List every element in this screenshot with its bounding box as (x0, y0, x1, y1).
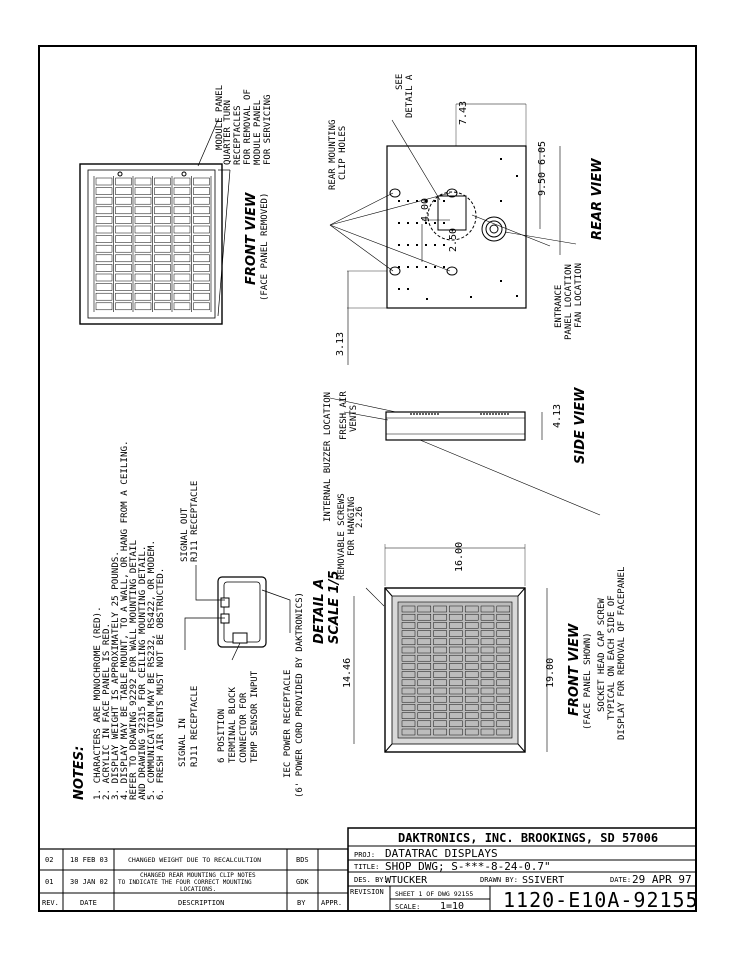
leader-signal-out (196, 565, 225, 600)
module-cell (135, 245, 151, 252)
terminal-label: TERMINAL BLOCK (228, 687, 238, 763)
module-cell (96, 284, 112, 291)
rear-dot (500, 158, 502, 160)
front-top-subtitle: (FACE PANEL REMOVED) (260, 192, 270, 301)
quarter-turn-label: FOR REMOVAL OF (243, 89, 253, 165)
module-cell (135, 188, 151, 195)
entrance-panel (438, 196, 466, 230)
rev-header: REV. (42, 899, 59, 907)
module-cell (194, 207, 210, 214)
module-cell (116, 197, 132, 204)
side-body (386, 412, 525, 440)
module-cell (155, 197, 171, 204)
rj11-out-jack (221, 598, 229, 607)
rear-dot (398, 200, 400, 202)
rj11-in-jack (221, 614, 229, 623)
front-bottom-title: FRONT VIEW (567, 623, 582, 716)
front-view-top (80, 85, 273, 324)
rev-desc: LOCATIONS. (180, 886, 217, 893)
module-cell (116, 226, 132, 233)
module-cell (174, 264, 190, 271)
module-cell (194, 236, 210, 243)
terminal-block (233, 633, 247, 643)
terminal-label: 6 POSITION (217, 708, 227, 763)
rev-date: 18 FEB 03 (70, 856, 108, 864)
module-cell (194, 264, 210, 271)
rear-dot (398, 244, 400, 246)
bevel-line (385, 744, 392, 752)
module-cell (194, 178, 210, 185)
module-cell (116, 236, 132, 243)
rear-dot (407, 200, 409, 202)
module-cell (135, 207, 151, 214)
module-cell (194, 293, 210, 300)
rear-dot (470, 296, 472, 298)
module-cell (116, 216, 132, 223)
module-cell (116, 178, 132, 185)
module-cell (135, 178, 151, 185)
rev-header: DATE (80, 899, 97, 907)
module-cell (116, 255, 132, 262)
module-cell (194, 255, 210, 262)
scale-label: SCALE: (395, 903, 421, 911)
rear-dot (398, 288, 400, 290)
rear-dot (398, 266, 400, 268)
module-cell (174, 274, 190, 281)
module-cell (155, 216, 171, 223)
module-cell (194, 245, 210, 252)
dim-226: 2.26 (355, 506, 365, 528)
module-cell (135, 264, 151, 271)
rear-clip-label: CLIP HOLES (338, 125, 348, 180)
module-cell (155, 188, 171, 195)
module-grid (94, 172, 211, 312)
note-line: 3. DISPLAY WEIGHT IS APPROXIMATELY 25 POUNDS. (110, 551, 121, 800)
signal-out-label: SIGNAL OUT (180, 507, 190, 562)
fresh-air-label: FRESH AIR (339, 391, 349, 440)
rear-dot (516, 295, 518, 297)
rear-clip-label: REAR MOUNTING (328, 119, 338, 190)
module-cell (174, 293, 190, 300)
module-cell (174, 226, 190, 233)
module-cell (194, 303, 210, 310)
rear-dot (398, 222, 400, 224)
quarter-turn-label: QUARTER TURN (223, 99, 233, 165)
rear-dot (416, 222, 418, 224)
rear-dot (434, 266, 436, 268)
quarter-turn-label: FOR SERVICING (263, 94, 273, 165)
bevel-line (518, 744, 525, 752)
front-top-inner (88, 170, 215, 318)
rev-desc: CHANGED WEIGHT DUE TO RECALCULTION (128, 856, 262, 864)
module-cell (96, 255, 112, 262)
rear-dot (416, 266, 418, 268)
module-cell (135, 255, 151, 262)
note-line: 4. DISPLAY MAY BE TABLE MOUNT, TO A WALL, OR HANG FROM A CEILING. (119, 440, 130, 800)
drawn-by: SSIVERT (522, 875, 565, 886)
rear-dot (416, 244, 418, 246)
module-cell (155, 293, 171, 300)
bevel-line (518, 588, 525, 596)
note-line: 1. CHARACTERS ARE MONOCHROME (RED). (92, 606, 103, 800)
rear-dot (425, 244, 427, 246)
leader-terminal (232, 643, 240, 660)
rev-header: APPR. (321, 899, 343, 907)
leader-clip (330, 225, 393, 271)
leader-see-detail (392, 120, 440, 200)
module-cell (194, 216, 210, 223)
quarter-turn-label: MODULE PANEL (253, 99, 263, 165)
module-cell (116, 293, 132, 300)
module-cell (155, 274, 171, 281)
module-cell (96, 188, 112, 195)
note-line: 5. COMMUNICATION MAY BE RS232, RS422, OR MODEM. (146, 540, 157, 800)
dim-743: 7.43 (458, 100, 469, 125)
rear-dot (425, 266, 427, 268)
module-cell (174, 207, 190, 214)
socket-label: DISPLAY FOR REMOVAL OF FACEPANEL (617, 566, 627, 740)
clip-hole (447, 267, 457, 275)
front-view-bottom (337, 493, 627, 752)
signal-in-label: SIGNAL IN (178, 718, 188, 767)
module-cell (194, 226, 210, 233)
module-cell (174, 284, 190, 291)
rev-desc: TO INDICATE THE FOUR CORRECT MOUNTING (118, 879, 252, 886)
module-cell (194, 284, 210, 291)
drawing-title: SHOP DWG; S-***-8-24-0.7" (385, 860, 551, 873)
module-cell (174, 236, 190, 243)
module-cell (135, 216, 151, 223)
module-cell (96, 274, 112, 281)
module-cell (135, 284, 151, 291)
module-cell (135, 236, 151, 243)
quarter-turn-receptacle (182, 172, 186, 176)
see-detail-label: SEE (395, 73, 405, 90)
module-panel-label: MODULE PANEL (215, 84, 225, 150)
removable-label: FOR HANGING (347, 496, 357, 556)
side-view (323, 387, 600, 522)
module-cell (96, 293, 112, 300)
title-block (348, 828, 699, 912)
leader-quarter-turn (218, 170, 230, 316)
module-cell (174, 197, 190, 204)
module-cell (135, 303, 151, 310)
rear-view (328, 74, 605, 365)
module-cell (96, 245, 112, 252)
rev-no: 01 (45, 878, 54, 886)
drawing-date: 29 APR 97 (632, 873, 692, 886)
sheet-label: SHEET 1 OF DWG 92155 (395, 890, 474, 898)
socket-label: SOCKET HEAD CAP SCREW (597, 598, 607, 712)
module-cell (96, 236, 112, 243)
module-cell (116, 207, 132, 214)
rev-date: 30 JAN 02 (70, 878, 108, 886)
quarter-turn-label: RECEPTACLES (233, 105, 243, 165)
dim-1900: 19.00 (545, 657, 556, 688)
rear-dot (407, 244, 409, 246)
fresh-air-label: VENTS (349, 404, 359, 432)
fan-inner (486, 221, 502, 237)
rev-desc: CHANGED REAR MOUNTING CLIP NOTES (140, 872, 256, 879)
clip-hole (390, 267, 400, 275)
rear-dot (443, 222, 445, 224)
rear-panel (387, 146, 526, 308)
dim-313: 3.13 (335, 331, 346, 356)
leader-removable (366, 588, 384, 606)
module-cell (194, 274, 210, 281)
module-cell (155, 303, 171, 310)
rear-view-title: REAR VIEW (590, 158, 605, 240)
quarter-turn-receptacle (118, 172, 122, 176)
leader-entrance (472, 215, 550, 246)
module-cell (135, 197, 151, 204)
iec-label: IEC POWER RECEPTACLE (283, 669, 293, 778)
revision-label: REVISION (350, 888, 384, 896)
rear-dot (434, 244, 436, 246)
module-cell (155, 207, 171, 214)
module-cell (174, 178, 190, 185)
signal-out-label: RJ11 RECEPTACLE (190, 480, 200, 562)
module-cell (174, 216, 190, 223)
revision-table (39, 849, 348, 911)
module-cell (155, 264, 171, 271)
module-cell (96, 197, 112, 204)
module-cell (174, 245, 190, 252)
module-cell (135, 293, 151, 300)
dim-1446: 14.46 (342, 657, 353, 688)
drawing-number: 1120-E10A-92155 (503, 888, 699, 912)
note-line: 6. FRESH AIR VENTS MUST NOT BE OBSTRUCTED. (155, 567, 166, 800)
dim-1600: 16.00 (454, 541, 465, 572)
drawn-label: DRAWN BY: (480, 876, 518, 884)
dim-250: 2.50 (448, 227, 459, 252)
terminal-label: CONNECTOR FOR (239, 692, 249, 763)
signal-in-label: RJ11 RECEPTACLE (190, 685, 200, 767)
leader-clip (330, 193, 393, 225)
notes-heading: NOTES: (72, 745, 87, 800)
notes-block (72, 440, 166, 800)
proj-label: PROJ: (354, 851, 376, 859)
buzzer-label: INTERNAL BUZZER LOCATION (323, 391, 333, 522)
rev-header: BY (297, 899, 306, 907)
module-cell (96, 303, 112, 310)
module-cell (116, 188, 132, 195)
rear-dot (500, 280, 502, 282)
des-label: DES. BY: (354, 876, 388, 884)
detail-a-title: DETAIL A (312, 578, 327, 644)
detail-a-scale: SCALE 1/5 (327, 570, 342, 644)
rear-dot (443, 266, 445, 268)
rear-dot (426, 298, 428, 300)
leader-clip (330, 225, 450, 271)
rear-dot (434, 200, 436, 202)
entrance-label: PANEL LOCATION (564, 264, 574, 340)
dim-605: 6.05 (537, 140, 548, 165)
rear-dot (407, 288, 409, 290)
module-cell (174, 188, 190, 195)
rear-dot (443, 200, 445, 202)
dim-400: 4.00 (420, 197, 431, 222)
rear-dot (407, 222, 409, 224)
rear-dot (500, 200, 502, 202)
rear-dot (407, 266, 409, 268)
rear-dot (443, 244, 445, 246)
rear-dot (434, 222, 436, 224)
rev-header: DESCRIPTION (178, 899, 225, 907)
module-cell (116, 264, 132, 271)
date-label: DATE: (610, 876, 632, 884)
module-cell (155, 226, 171, 233)
module-cell (96, 178, 112, 185)
module-cell (155, 236, 171, 243)
rev-by: BDS (296, 856, 309, 864)
socket-label: TYPICAL ON EACH SIDE OF (607, 595, 617, 720)
project-name: DATATRAC DISPLAYS (385, 847, 498, 860)
fan-label: FAN LOCATION (574, 262, 584, 328)
front-top-title: FRONT VIEW (244, 192, 259, 285)
clip-hole (390, 189, 400, 197)
detail-a (178, 481, 342, 798)
module-cell (135, 274, 151, 281)
module-cell (155, 178, 171, 185)
module-cell (116, 284, 132, 291)
see-detail-label: DETAIL A (405, 74, 415, 118)
module-cell (96, 207, 112, 214)
module-cell (194, 197, 210, 204)
front-bottom-subtitle: (FACE PANEL SHOWN) (583, 632, 593, 730)
module-cell (96, 264, 112, 271)
rear-dot (516, 175, 518, 177)
module-cell (135, 226, 151, 233)
fan-hub (490, 225, 498, 233)
scale-value: 1=10 (440, 901, 465, 912)
module-cell (116, 303, 132, 310)
title-label: TITLE: (354, 863, 380, 871)
module-cell (116, 274, 132, 281)
entrance-label: ENTRANCE (554, 284, 564, 328)
removable-label: REMOVABLE SCREWS (337, 493, 347, 580)
rev-by: GDK (296, 878, 309, 886)
module-cell (96, 216, 112, 223)
designer: WTUCKER (385, 875, 428, 886)
dim-413: 4.13 (552, 403, 563, 428)
rev-no: 02 (45, 856, 54, 864)
module-cell (194, 188, 210, 195)
terminal-label: TEMP SENSOR INPUT (250, 670, 260, 763)
dim-950: 9.50 (537, 171, 548, 196)
module-cell (155, 255, 171, 262)
bevel-line (385, 588, 392, 596)
module-cell (116, 245, 132, 252)
company-name: DAKTRONICS, INC. BROOKINGS, SD 57006 (398, 831, 659, 845)
note-line: 2. ACRYLIC IN FACE PANEL IS RED. (101, 622, 112, 800)
module-cell (96, 226, 112, 233)
side-view-title: SIDE VIEW (573, 387, 588, 464)
module-cell (174, 255, 190, 262)
iec-label: (6' POWER CORD PROVIDED BY DAKTRONICS) (295, 592, 305, 798)
module-cell (155, 284, 171, 291)
module-cell (174, 303, 190, 310)
module-cell (155, 245, 171, 252)
note-line: AND DRAWING 92315 FOR CEILING MOUNTING DETAIL. (137, 545, 148, 800)
note-line: REFER TO DRAWING 92292 FOR WALL MOUNTING DETAIL (128, 540, 139, 800)
